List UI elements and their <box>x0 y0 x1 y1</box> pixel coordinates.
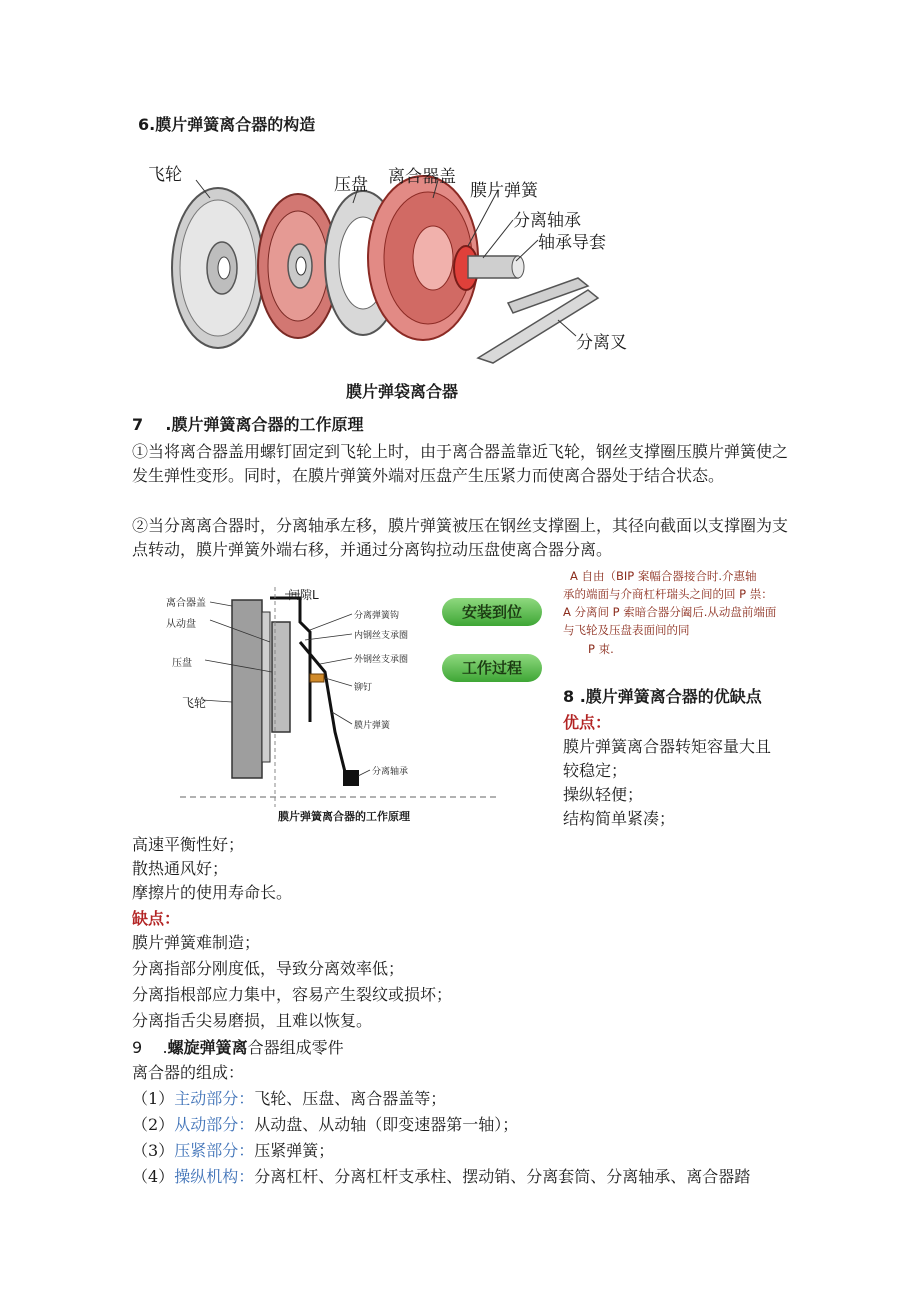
fig2-label-release-hook: 分离弹簧钩 <box>354 611 400 621</box>
section9-heading-num: 9 . <box>132 1038 168 1057</box>
composition-desc: 从动盘、从动轴（即变速器第一轴）； <box>254 1115 519 1134</box>
side-note-line2: 承的端面与介商杠杆瑞头之间的回 P 祟： <box>563 587 773 601</box>
figure1-caption: 膜片弹袋离合器 <box>346 382 459 401</box>
label-release-fork: 分离叉 <box>576 333 627 353</box>
label-release-bearing: 分离轴承 <box>513 211 581 231</box>
label-flywheel: 飞轮 <box>148 165 182 185</box>
composition-desc: 飞轮、压盘、离合器盖等； <box>254 1089 447 1108</box>
clutch-exploded-figure <box>148 158 633 368</box>
composition-term: 主动部分： <box>174 1089 255 1108</box>
label-diaphragm-spring: 膜片弹簧 <box>470 181 538 201</box>
installed-button[interactable]: 安装到位 <box>442 598 542 626</box>
composition-desc: 压紧弹簧； <box>254 1141 335 1160</box>
cons-item: 膜片弹簧难制造； <box>132 933 261 952</box>
label-bearing-sleeve: 轴承导套 <box>538 233 606 253</box>
fig2-label-release-bearing: 分离轴承 <box>372 767 409 777</box>
side-note-line4: 与飞轮及压盘表面间的同 <box>563 623 690 637</box>
working-principle-figure <box>160 582 555 827</box>
section9-heading-rest: 合器组成零件 <box>247 1038 344 1057</box>
cons-item: 分离指根部应力集中，容易产生裂纹或损坏； <box>132 985 453 1004</box>
cons-item: 分离指舌尖易磨损，且难以恢复。 <box>132 1011 373 1030</box>
pros-item: 膜片弹簧离合器转矩容量大且 <box>563 737 772 756</box>
pros-item: 散热通风好； <box>132 859 229 878</box>
composition-number: （2） <box>132 1115 175 1134</box>
pros-item: 结构简单紧凑； <box>563 809 676 828</box>
composition-term: 压紧部分： <box>174 1141 255 1160</box>
pros-title: 优点： <box>563 713 612 732</box>
flywheel-part <box>172 188 264 348</box>
fig2-label-rivet: 铆钉 <box>354 683 373 693</box>
section9-intro: 离合器的组成： <box>132 1063 245 1082</box>
composition-item <box>132 1112 518 1138</box>
fig2-label-diaphragm-spring: 膜片弹簧 <box>354 721 391 731</box>
working-process-button[interactable]: 工作过程 <box>442 654 542 682</box>
fig2-label-flywheel: 飞轮 <box>182 696 207 710</box>
composition-term: 操纵机构： <box>174 1167 255 1186</box>
composition-number: （1） <box>132 1089 175 1108</box>
pros-item: 操纵轻便； <box>563 785 644 804</box>
section7-paragraph1: ①当将离合器盖用螺钉固定到飞轮上时，由于离合器盖靠近飞轮，钢丝支撑圈压膜片弹簧使之发生弹性变形。同时，在膜片弹簧外端对压盘产生压紧力而使离合器处于结合状态。 <box>132 442 789 485</box>
fig2-label-outer-ring: 外钢丝支承圈 <box>354 655 409 665</box>
fig2-label-inner-ring: 内钢丝支承圈 <box>354 631 409 641</box>
composition-item <box>132 1164 750 1190</box>
composition-item <box>132 1086 446 1112</box>
composition-number: （4） <box>132 1167 175 1186</box>
side-note-line5: P 束. <box>588 642 614 656</box>
composition-desc: 分离杠杆、分离杠杆支承柱、摆动销、分离套筒、分离轴承、离合器踏 <box>254 1167 751 1186</box>
composition-term: 从动部分： <box>174 1115 255 1134</box>
pros-item: 摩擦片的使用寿命长。 <box>132 883 293 902</box>
pros-item: 高速平衡性好； <box>132 835 245 854</box>
composition-number: （3） <box>132 1141 175 1160</box>
fig2-caption: 膜片弹簧离合器的工作原理 <box>278 810 410 823</box>
side-note-line3: A 分离间 P 索暗合器分阖后.从动盘前端面 <box>563 605 777 619</box>
composition-item <box>132 1138 334 1164</box>
side-note-line1: A 自由（BIP 案幅合器接合时.介惠轴 <box>570 569 757 583</box>
section9-heading <box>132 1035 344 1058</box>
cons-item: 分离指部分刚度低，导致分离效率低； <box>132 959 405 978</box>
pros-item: 较稳定； <box>563 761 628 780</box>
label-pressure-plate: 压盘 <box>334 175 368 195</box>
section8-heading: 8 .膜片弹簧离合器的优缺点 <box>563 687 762 706</box>
cons-title: 缺点： <box>132 909 181 928</box>
section7-paragraph2: ②当分离离合器时，分离轴承左移，膜片弹簧被压在钢丝支撑圈上，其径向截面以支撑圈为支点转动，膜片弹簧外端右移，并通过分离钩拉动压盘使离合器分离。 <box>132 516 789 559</box>
label-clutch-cover: 离合器盖 <box>388 167 456 187</box>
fig2-label-driven-disc: 从动盘 <box>166 619 196 630</box>
clutch-exploded-illustration <box>148 158 633 368</box>
section7-heading: 7 .膜片弹簧离合器的工作原理 <box>132 415 364 434</box>
section9-heading-bold: 螺旋弹簧离 <box>167 1038 248 1057</box>
section6-heading: 6.膜片弹簧离合器的构造 <box>138 115 316 134</box>
fig2-label-clutch-cover: 离合器盖 <box>166 598 206 609</box>
fig2-label-clearance: 间隙L <box>288 588 319 602</box>
fig2-label-pressure-plate: 压盘 <box>172 658 192 669</box>
